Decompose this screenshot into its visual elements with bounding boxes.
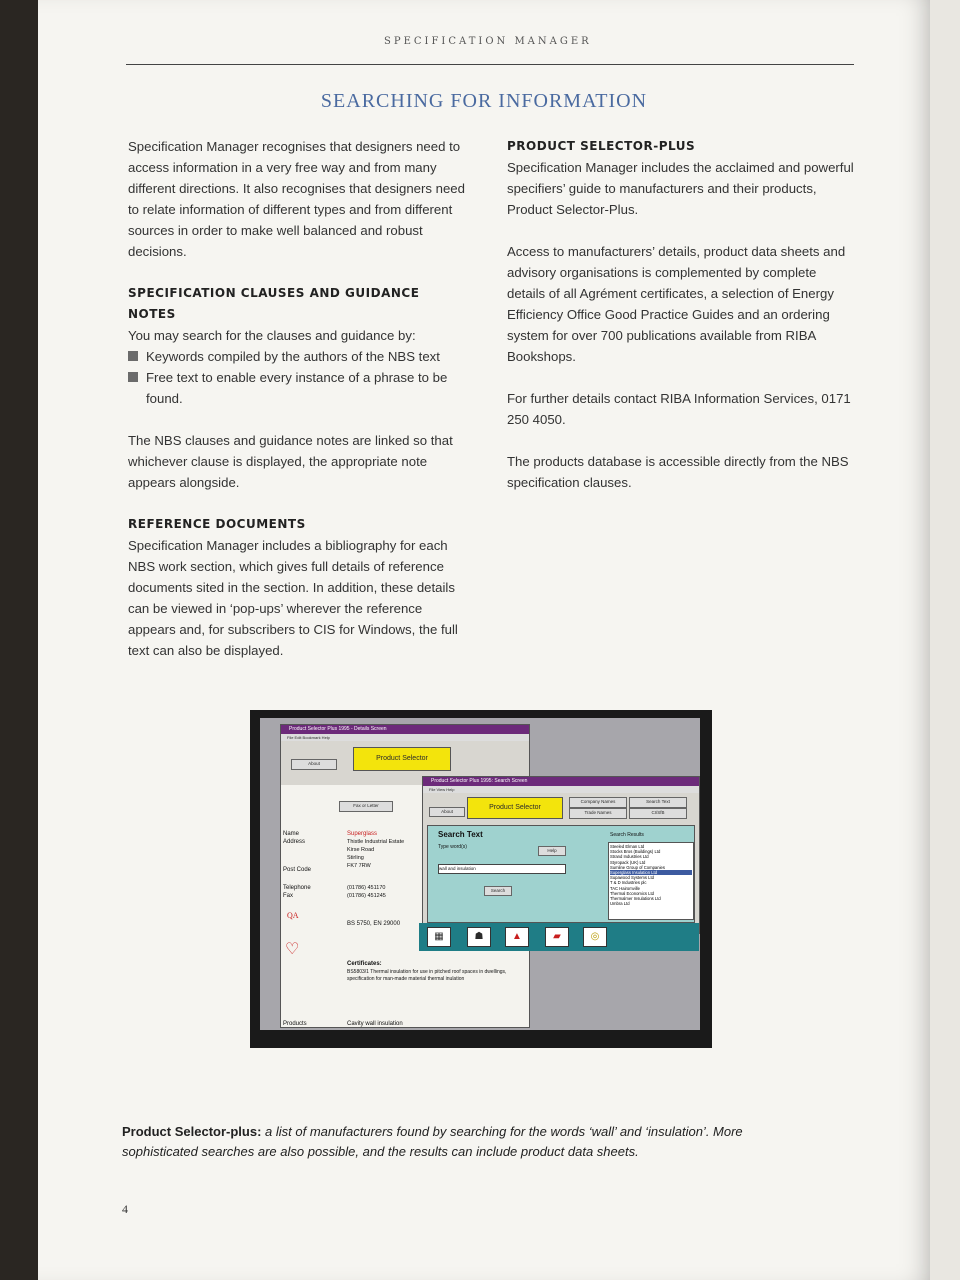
software-screenshot <box>250 710 712 1048</box>
books-icon[interactable]: ▰ <box>545 927 569 947</box>
facing-page-edge <box>930 0 960 1280</box>
result-item[interactable]: Umbra Ltd <box>610 901 630 907</box>
address-line-1: Thistle Industrial Estate <box>347 839 405 845</box>
search-panel <box>427 825 695 923</box>
result-item[interactable]: Styropack (UK) Ltd <box>610 859 646 865</box>
brochure-page <box>38 0 930 1280</box>
reference-heading: REFERENCE DOCUMENTS <box>128 517 306 531</box>
bullet-square-icon <box>128 351 138 361</box>
product-paragraph-2: Access to manufacturers’ details, product data sheets and advisory organisations is complemented by complete details of all Agrément certificates, a selection of Energy Efficiency Office Good Practice Guides and an ordering system for over 700 publications available from RIBA Bookshops. <box>507 244 846 364</box>
label-address: Address <box>283 839 306 845</box>
label-products: Products <box>283 1021 307 1027</box>
result-item[interactable]: T & D Industries plc <box>610 880 647 886</box>
running-title: SPECIFICATION MANAGER <box>384 36 592 47</box>
tab-company-names[interactable]: Company Names <box>569 797 627 808</box>
result-item[interactable]: TAC Hairomville <box>610 885 640 891</box>
certificates-heading: Certificates: <box>347 961 382 967</box>
product-selector-banner: Product Selector <box>353 747 451 771</box>
tab-trade-names[interactable]: Trade Names <box>569 808 627 819</box>
type-words-label: Type word(s) <box>438 844 467 850</box>
address-line-3: Stirling <box>347 855 364 861</box>
organisations-icon[interactable]: ▦ <box>427 927 451 947</box>
result-item[interactable]: Steeled Elman Ltd <box>610 844 645 849</box>
linked-paragraph: The NBS clauses and guidance notes are linked so that whichever clause is displayed, the appropriate note appears alongside. <box>128 433 453 490</box>
heart-logo-icon: ♡ <box>285 941 300 958</box>
tab-search-text[interactable]: Search Text <box>629 797 687 808</box>
caption-text: a list of manufacturers found by searching for the words ‘wall’ and ‘insulation’. More sophisticated searches are also possible, and the results can include product data sheets. <box>122 1124 743 1159</box>
advisory-org-icon[interactable]: ☗ <box>467 927 491 947</box>
product-selector-banner-front: Product Selector <box>467 797 563 819</box>
address-line-2: Kirse Road <box>347 847 375 853</box>
monitor-screen <box>260 718 700 1030</box>
qa-mark-icon: QA <box>287 911 299 920</box>
search-results-heading: Search Results <box>610 832 644 838</box>
address-line-4: FK7 7RW <box>347 863 371 869</box>
details-menubar: File Edit Bookmark Help <box>281 734 529 741</box>
result-item[interactable]: Thermalmer Insulations Ltd <box>610 896 661 902</box>
label-name: Name <box>283 831 300 837</box>
about-button[interactable]: About <box>291 759 337 770</box>
products-value: Cavity wall insulation <box>347 1021 403 1027</box>
label-telephone: Telephone <box>283 885 311 891</box>
search-menubar: File View Help <box>423 786 699 793</box>
reference-paragraph: Specification Manager includes a bibliography for each NBS work section, which gives full details of reference documents sited in the section. In addition, these details can be viewed in ‘pop-ups’ wherever the reference appears and, for subscribers to CIS for Windows, the full text can also be displayed. <box>128 538 458 658</box>
help-button[interactable]: Help <box>538 846 566 856</box>
name-value: Superglass <box>347 831 378 837</box>
intro-paragraph: Specification Manager recognises that designers need to access information in a very free way and from many different directions. It also recognises that designers need to relate information of different types and from different sources in order to make well balanced and robust decisions. <box>128 139 465 259</box>
bullet-text: Free text to enable every instance of a phrase to be found. <box>146 370 448 406</box>
fax-letter-button[interactable]: Fax or Letter <box>339 801 393 812</box>
telephone-value: (01786) 451170 <box>347 885 386 891</box>
clauses-heading: SPECIFICATION CLAUSES AND GUIDANCE NOTES <box>128 286 420 321</box>
search-input[interactable]: wall and insulation <box>438 864 566 874</box>
result-item[interactable]: Strand Industries Ltd <box>610 854 649 860</box>
page-number: 4 <box>122 1202 128 1216</box>
certificates-text: BS5803/1 Thermal insulation for use in pitched roof spaces in dwellings, specification for man-made material thermal inulation <box>347 969 507 982</box>
fax-value: (01786) 451245 <box>347 893 386 899</box>
bullet-square-icon <box>128 372 138 382</box>
bba-icon[interactable]: ▲ <box>505 927 529 947</box>
page-title: SEARCHING FOR INFORMATION <box>320 90 648 112</box>
search-titlebar: Product Selector Plus 1995: Search Screen <box>423 777 699 786</box>
search-text-heading: Search Text <box>438 830 483 839</box>
tab-cisfb[interactable]: CI/SfB <box>629 808 687 819</box>
contact-paragraph: For further details contact RIBA Information Services, 0171 250 4050. <box>507 391 851 427</box>
figure-caption <box>122 1122 802 1162</box>
result-item[interactable]: Sumline Group of Companies <box>610 864 665 870</box>
header-rule <box>126 64 854 65</box>
about-button-front[interactable]: About <box>429 807 465 817</box>
label-fax: Fax <box>283 893 294 899</box>
standards-value: BS 5750, EN 29000 <box>347 921 401 927</box>
product-heading: PRODUCT SELECTOR-PLUS <box>507 139 696 153</box>
result-item[interactable]: Stocks Bros (Buildings) Ltd <box>610 849 661 855</box>
clauses-lead: You may search for the clauses and guidance by: <box>128 328 416 343</box>
database-paragraph: The products database is accessible directly from the NBS specification clauses. <box>507 454 849 490</box>
bullet-free-text <box>128 367 468 409</box>
result-item[interactable]: Superglass Insulation Ltd <box>610 870 692 875</box>
result-item[interactable]: Thermal Economics Ltd <box>610 890 654 896</box>
label-post-code: Post Code <box>283 867 312 873</box>
details-titlebar: Product Selector Plus 1995 - Details Screen <box>281 725 529 734</box>
left-column <box>128 136 468 661</box>
product-paragraph-1: Specification Manager includes the acclaimed and powerful specifiers’ guide to manufacturers and their products, Product Selector-Plus. <box>507 160 854 217</box>
bullet-text: Keywords compiled by the authors of the NBS text <box>146 349 440 364</box>
bullet-keywords <box>128 346 468 367</box>
search-window <box>422 776 700 942</box>
caption-lead: Product Selector-plus: <box>122 1124 262 1139</box>
eeo-icon[interactable]: ◎ <box>583 927 607 947</box>
search-button[interactable]: Search <box>484 886 512 896</box>
right-column <box>507 136 857 514</box>
search-results-list[interactable] <box>608 842 694 920</box>
toolbar-strip <box>419 923 699 951</box>
result-item[interactable]: Supawood Systems Ltd <box>610 875 654 881</box>
